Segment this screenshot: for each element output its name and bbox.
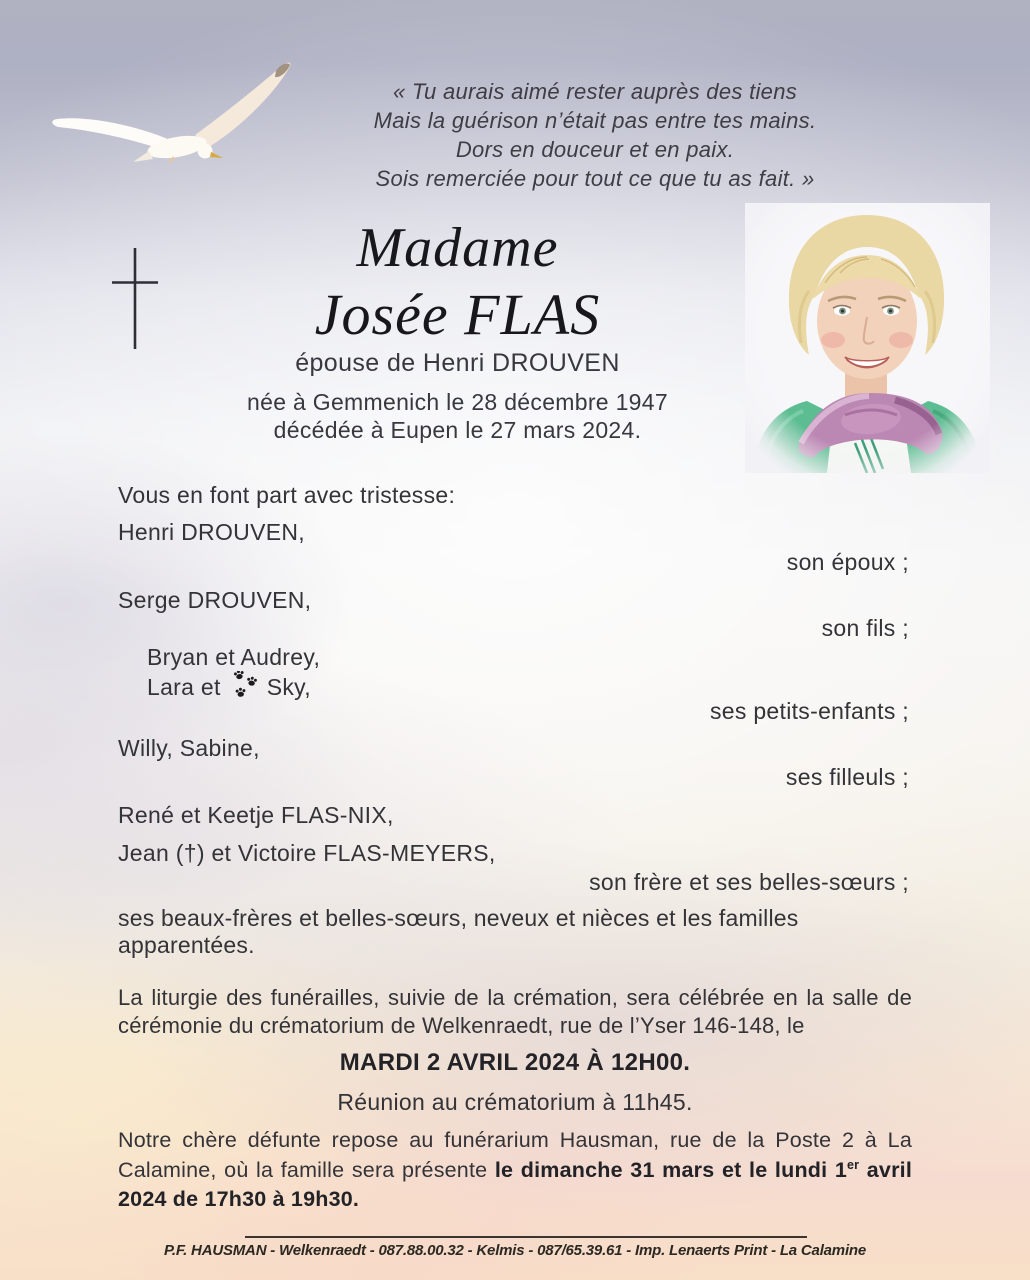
relation-brother: son frère et ses belles-sœurs ; <box>589 869 909 895</box>
quote-line: Mais la guérison n’était pas entre tes mains. <box>373 108 817 133</box>
quote-line: « Tu aurais aimé rester auprès des tiens <box>392 79 798 104</box>
paw-prints-icon <box>228 671 262 701</box>
grandchildren-suffix: Sky, <box>266 674 311 700</box>
family-member-grandchildren-2 <box>147 671 311 701</box>
family-member-grandchildren-1: Bryan et Audrey, <box>147 644 321 670</box>
ceremony-date-line: MARDI 2 AVRIL 2024 À 12H00. <box>339 1049 691 1076</box>
family-member-brother-2: Jean (†) et Victoire FLAS-MEYERS, <box>118 840 496 866</box>
ceremony-meeting-line: Réunion au crématorium à 11h45. <box>337 1089 693 1115</box>
death-line: décédée à Eupen le 27 mars 2024. <box>273 417 642 443</box>
family-closing-line: ses beaux-frères et belles-sœurs, neveux et nièces et les familles apparentées. <box>118 905 799 958</box>
quote-line: Dors en douceur et en paix. <box>455 137 735 162</box>
footer-divider <box>245 1236 807 1238</box>
family-member-husband: Henri DROUVEN, <box>118 519 305 545</box>
deceased-honorific: Madame <box>356 217 559 279</box>
opening-quote <box>280 77 910 193</box>
family-member-godchildren: Willy, Sabine, <box>118 735 260 761</box>
dove-icon <box>45 55 300 170</box>
relation-grandchildren: ses petits-enfants ; <box>709 698 909 724</box>
relation-husband: son époux ; <box>786 549 909 575</box>
relation-godchildren: ses filleuls ; <box>785 764 909 790</box>
relation-son: son fils ; <box>821 615 909 641</box>
portrait-photo <box>745 203 990 473</box>
funeral-home-footer: P.F. HAUSMAN - Welkenraedt - 087.88.00.32 - Kelmis - 087/65.39.61 - Imp. Lenaerts Print - La Calamine <box>163 1242 867 1259</box>
spouse-line: épouse de Henri DROUVEN <box>295 349 620 377</box>
announcement-intro: Vous en font part avec tristesse: <box>118 482 456 508</box>
family-member-brother-1: René et Keetje FLAS-NIX, <box>118 802 394 828</box>
grandchildren-prefix: Lara et <box>147 674 221 700</box>
birth-death-lines <box>170 388 745 444</box>
cross-icon <box>108 245 168 355</box>
repose-bold-text: le dimanche 31 mars et le lundi 1er avril 2024 de 17h30 à 19h30. <box>118 1157 912 1211</box>
ceremony-paragraph: La liturgie des funérailles, suivie de la crémation, sera célébrée en la salle de cérémonie du crématorium de Welkenraedt, rue de l’Yser 146-148, le <box>118 985 912 1038</box>
birth-line: née à Gemmenich le 28 décembre 1947 <box>247 389 668 415</box>
ordinal-superscript: er <box>847 1157 860 1172</box>
quote-line: Sois remerciée pour tout ce que tu as fait. » <box>375 166 815 191</box>
repose-paragraph <box>118 1126 912 1215</box>
deceased-name: Josée FLAS <box>314 282 601 347</box>
family-member-son: Serge DROUVEN, <box>118 587 312 613</box>
repose-normal-text: Notre chère défunte repose au funérarium Hausman, rue de la Poste 2 à La Calamine, où la famille sera présente <box>118 1128 912 1182</box>
